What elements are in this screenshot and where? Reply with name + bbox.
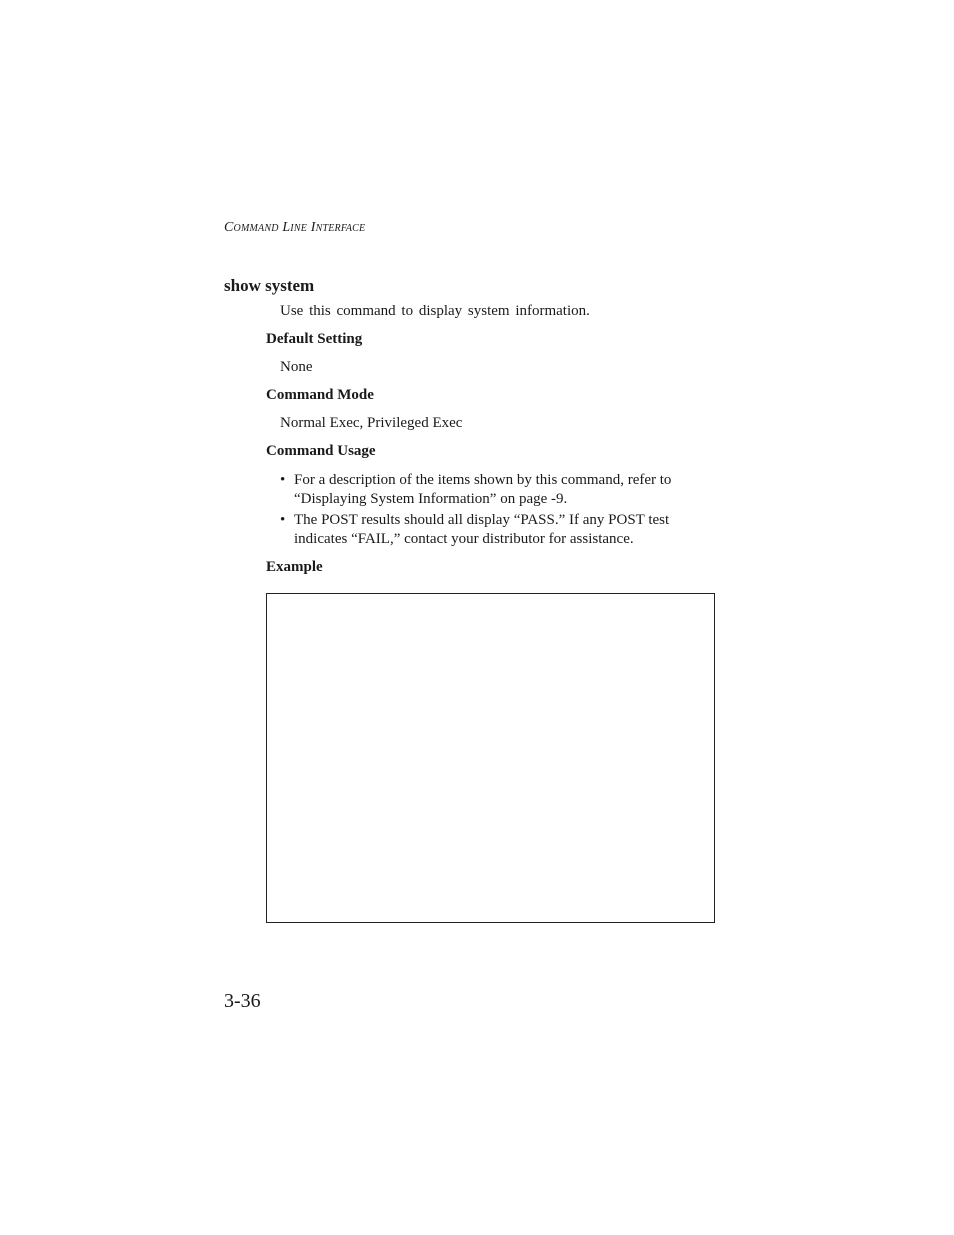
list-item-text: For a description of the items shown by this command, refer to “Displaying System Information” on page -9. [294, 472, 672, 507]
example-box [266, 593, 715, 923]
command-usage-list [280, 471, 720, 551]
bullet-icon: • [280, 512, 286, 528]
section-title: show system [224, 276, 315, 295]
list-item [280, 511, 720, 549]
page-number: 3-36 [224, 990, 261, 1012]
running-header: Command Line Interface [224, 220, 366, 235]
bullet-icon: • [280, 472, 286, 488]
command-usage-heading: Command Usage [266, 443, 376, 459]
default-setting-value: None [280, 359, 313, 375]
command-mode-heading: Command Mode [266, 387, 374, 403]
list-item-text: The POST results should all display “PASS.” If any POST test indicates “FAIL,” contact your distributor for assistance. [294, 512, 670, 547]
command-mode-value: Normal Exec, Privileged Exec [280, 415, 463, 431]
default-setting-heading: Default Setting [266, 331, 363, 347]
section-intro: Use this command to display system information. [280, 303, 590, 319]
list-item [280, 471, 720, 509]
example-heading: Example [266, 559, 323, 575]
